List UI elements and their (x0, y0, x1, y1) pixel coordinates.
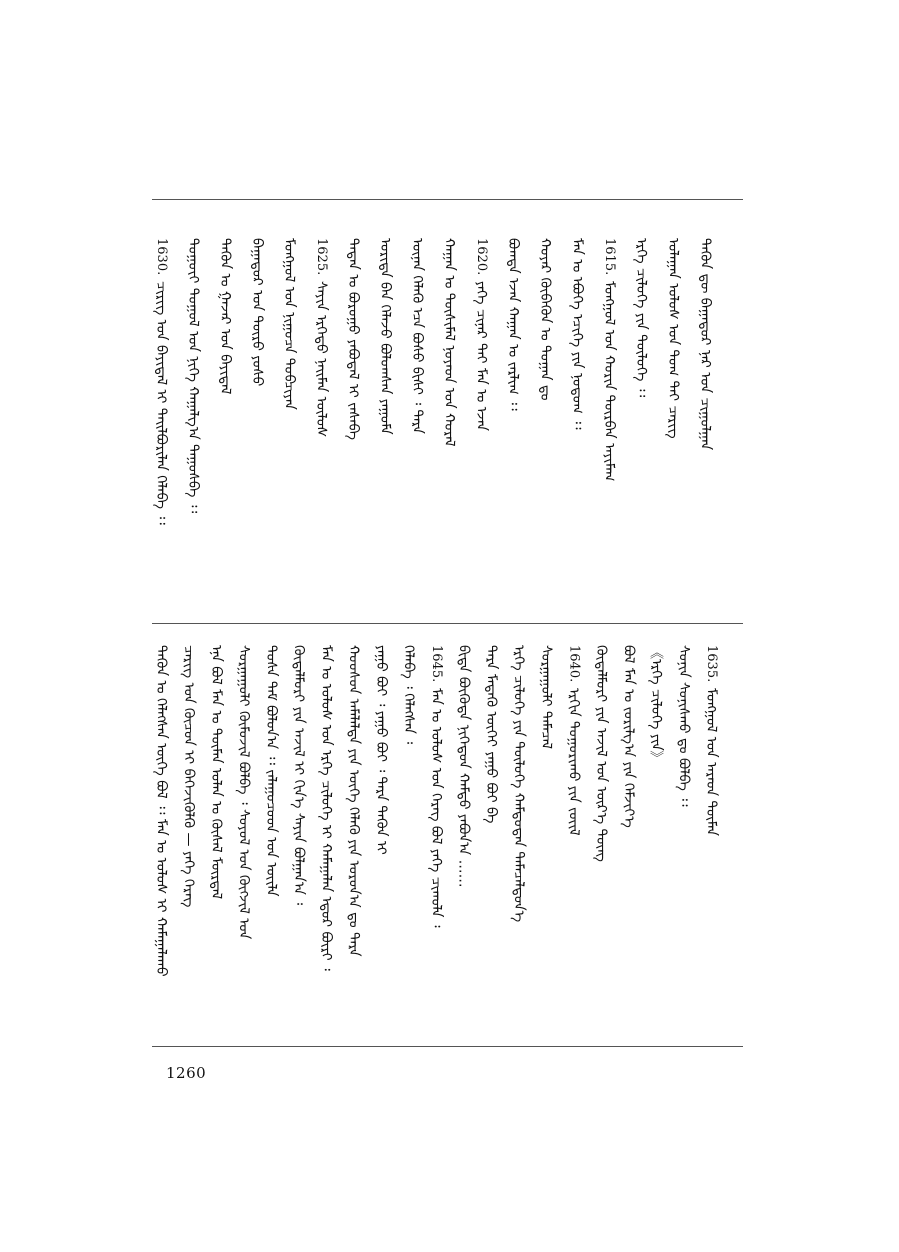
text-column (315, 645, 337, 1025)
verse-line: ᠮᠠᠨ ᠤ ᠡᠪᠦᠭᠡ ᠡᠴᠢᠭᠡ ᠶᠢᠨ ᠨᠤᠲᠤᠭ ᠄᠄ (569, 238, 585, 430)
text-column (470, 238, 492, 608)
text-column (700, 645, 722, 1025)
verse-line: ᠲᠡᠳᠡᠨ ᠤ ᠪᠤᠷᠣᠭᠤ ᠶᠠᠪᠤᠳᠠᠯ ᠢ ᠵᠠᠰᠠᠪᠠ (345, 238, 361, 440)
verse-line: ᠰᠤᠷᠭᠠᠭᠤᠯᠢ ᠲᠡᠮᠡᠴᠡᠯ (538, 645, 554, 750)
text-column (630, 238, 652, 608)
verse-line: ᠮᠣᠩᠭᠣᠯ ᠤᠨ ᠬᠣᠷᠢᠨ ᠳᠥᠷᠪᠡᠨ ᠠᠶᠢᠮᠠᠭ (601, 281, 617, 482)
text-column (566, 238, 588, 608)
text-column (205, 645, 227, 1025)
verse-line: ᠬᠥᠳᠡᠯᠮᠦᠷᠢ ᠶᠢᠨ ᠠᠵᠢᠯ ᠢ ᠬᠢᠨ᠎ᠡ ᠰᠠᠶᠢᠨ ᠪᠣᠯᠭᠠᠨ᠎ᠠ ᠄ (290, 645, 307, 905)
text-column (342, 238, 364, 608)
verse-line: ᠬᠥᠳᠡᠯᠮᠦᠷᠢ ᠶᠢᠨ ᠠᠵᠢᠯ ᠤᠨ ᠦᠷ᠎ᠡ ᠳᠦᠩ (593, 645, 609, 862)
line-number: 1620. (474, 238, 489, 276)
text-column (453, 645, 475, 1025)
verse-line: ᠪᠣᠯ ᠮᠠᠨ ᠤ ᠵᠣᠷᠢᠯᠭ᠎ᠠ ᠶᠢᠨ ᠬᠡᠮᠵᠢᠶ᠎ᠡ (620, 645, 637, 828)
text-column (374, 238, 396, 608)
text-column (260, 645, 282, 1025)
verse-line: ᠤᠯᠠᠭᠠᠨ ᠤᠯᠤᠰ ᠤᠨ ᠲᠤᠭ ᠲᠠᠢ ᠴᠡᠷᠢᠭ (665, 238, 681, 439)
line-number: 1635. (704, 645, 719, 683)
text-column (288, 645, 310, 1025)
text-column (618, 645, 640, 1025)
text-column (694, 238, 716, 608)
text-column (535, 645, 557, 1025)
middle-rule (152, 623, 743, 624)
verse-line: ᠡᠷᠬᠡ ᠴᠢᠯᠥᠭᠡ ᠶᠢᠨ ᠲᠥᠯᠦᠭᠡ ᠬᠠᠮᠲᠤᠳᠠᠨ ᠲᠡᠮᠡᠴᠡᠯᠳᠦᠨ᠎ᠡ (510, 645, 527, 923)
text-column (310, 238, 332, 608)
text-column (343, 645, 365, 1025)
upper-text-block (150, 238, 745, 608)
text-column (502, 238, 524, 608)
text-column (398, 645, 420, 1025)
verse-line: ᠲᠡᠷᠡ ᠮᠡᠳᠡᠬᠦ ᠦᠭᠡᠢ ᠶᠠᠭᠤ ᠪᠤᠢ ᠪᠡ (483, 645, 499, 824)
line-number: 1630. (154, 238, 169, 276)
text-column (406, 238, 428, 608)
verse-line: ᠶᠡᠬᠡ ᠴᠢᠨᠠᠷ ᠲᠠᠢ ᠮᠠᠨ ᠤ ᠡᠵᠡᠨ (473, 281, 489, 432)
text-column (662, 238, 684, 608)
lower-text-block (150, 645, 745, 1025)
text-column (150, 238, 172, 608)
text-column (246, 238, 268, 608)
text-column (645, 645, 667, 1025)
text-column (370, 645, 392, 1025)
text-column (438, 238, 460, 608)
top-rule (152, 199, 743, 200)
text-column (598, 238, 620, 608)
verse-line: ᠰᠠᠶᠢᠨ ᠡᠷᠬᠡᠲᠦ ᠨᠠᠢᠮᠠᠨ ᠦᠯᠦᠰ (313, 281, 329, 438)
line-number: 1615. (602, 238, 617, 276)
verse-line: ᠡᠷᠬᠡ ᠴᠢᠯᠥᠭᠡ ᠶᠢᠨ ᠲᠥᠯᠦᠭᠡ ᠄᠄ (633, 238, 649, 398)
text-column (590, 645, 612, 1025)
line-number: 1645. (429, 645, 444, 683)
verse-line: ᠪᠢᠳᠡ ᠪᠦᠭᠦᠳᠡ ᠨᠢᠭᠡᠳᠦᠨ ᠬᠠᠮᠲᠤ ᠶᠠᠪᠤᠨ᠎ᠠ …… (455, 645, 472, 888)
line-number: 1640. (566, 645, 582, 683)
verse-line: ᠬᠡᠯᠡᠪᠡ ᠄ ᠬᠡᠯᠡᠭᠰᠡᠨ ᠄ (400, 645, 417, 745)
text-column (480, 645, 502, 1025)
verse-line: ᠤᠷᠢᠳᠠ ᠪᠠᠨ ᠬᠡᠯᠡᠵᠦ ᠪᠣᠯᠣᠭᠰᠠᠨ ᠶᠠᠭᠤᠮᠠ (377, 238, 393, 435)
text-column (278, 238, 300, 608)
verse-line: ᠮᠣᠩᠭᠣᠯ ᠤᠨ ᠠᠷᠠᠳ ᠲᠥᠮᠡᠨ (703, 688, 719, 837)
text-column (425, 645, 447, 1025)
verse-line: ᠲᠤᠰᠠ ᠳᠡᠮ ᠪᠣᠯᠤᠨ᠎ᠠ ᠄᠄ ᠵᠠᠯᠠᠭᠤᠴᠤᠳ ᠤᠨ ᠦᠢᠯᠡ (263, 645, 279, 897)
verse-line: ᠲᠡᠭᠦᠨ ᠤ ᠬᠡᠯᠡᠭᠰᠡᠨ ᠦᠭᠡ ᠪᠣᠯ ᠄᠄ ᠮᠠᠨ ᠤ ᠤᠯᠤᠰ ᠢ ᠬᠠᠮᠠᠭᠠᠯᠠᠬᠤ (153, 645, 169, 977)
verse-line: ᠰᠤᠷᠭᠠᠭᠤᠯᠢ ᠬᠦᠮᠦᠵᠢᠯ ᠪᠣᠯᠪᠠ ᠄ ᠰᠣᠶᠣᠯ ᠤᠨ ᠬᠥᠭᠵᠢᠯ ᠤᠨ (235, 645, 252, 940)
text-column (150, 645, 172, 1025)
verse-line: 《ᠡᠷᠬᠡ ᠴᠢᠯᠥᠭᠡ ᠶᠢᠨ》 (648, 645, 664, 765)
verse-line: ᠬᠣᠣᠰᠤᠨ ᠠᠮᠠᠯᠠᠯᠲᠠ ᠶᠢᠨ ᠦᠭᠡ ᠬᠡᠯᠡᠬᠦ ᠶᠢᠨ ᠣᠷᠣᠨ᠎ᠠ ᠳᠤ ᠲᠡᠷᠡ (345, 645, 362, 957)
verse-line: ᠡᠨᠡ ᠪᠣᠯ ᠮᠠᠨ ᠤ ᠲᠦᠮᠡᠨ ᠣᠯᠠᠨ ᠤ ᠬᠦᠰᠡᠯ ᠮᠥᠷᠳᠡᠯ (208, 645, 224, 900)
verse-line: ᠬᠣᠶᠠᠷ ᠬᠥᠪᠡᠭᠦᠨ ᠤ ᠲᠣᠭᠠᠨ ᠳᠤ (537, 238, 553, 401)
verse-line: ᠳᠤᠭᠤᠶ᠋ᠢ ᠲᠤᠭᠤᠯ ᠤᠨ ᠨᠢᠭᠡ ᠬᠠᠭᠠᠯᠭ᠎ᠠ ᠳᠠᠭᠤᠰᠪᠠ ᠄᠄ (185, 238, 201, 514)
verse-line: ᠴᠡᠷᠢᠭ ᠤᠨ ᠬᠦᠴᠦᠨ ᠢ ᠪᠡᠬᠡᠵᠢᠭᠦᠯᠬᠦ — ᠶᠡᠬᠡ ᠬᠡᠷᠡᠭ (180, 645, 197, 908)
verse-line: ᠶᠠᠭᠤ ᠪᠤᠢ ᠄ ᠶᠠᠭᠤ ᠪᠤᠢ ᠄ ᠲᠡᠷᠡ ᠲᠡᠭᠦᠨ ᠢ (373, 645, 389, 855)
verse-line: ᠲᠡᠭᠦᠨ ᠳᠦ ᠪᠠᠭᠠᠲᠤᠷ ᠨᠠᠷ ᠤᠨ ᠴᠢᠭᠤᠯᠭᠠᠨ (697, 238, 713, 451)
line-number: 1625. (314, 238, 329, 276)
bottom-rule (152, 1046, 743, 1047)
verse-line: ᠪᠣᠭᠳᠠ ᠡᠵᠡᠨ ᠬᠠᠭᠠᠨ ᠤ ᠵᠠᠷᠯᠢᠭ ᠄᠄ (505, 238, 521, 411)
text-column (673, 645, 695, 1025)
verse-line: ᠬᠠᠭᠠᠨ ᠤ ᠲᠦᠰᠢᠮᠡᠯ ᠨᠣᠶᠠᠳ ᠤᠨ ᠬᠤᠷᠠᠯ (441, 238, 457, 447)
text-column (508, 645, 530, 1025)
verse-line: ᠮᠠᠨ ᠤ ᠤᠯᠤᠰ ᠤᠨ ᠬᠡᠷᠡᠭ ᠪᠣᠯ ᠶᠡᠬᠡ ᠴᠢᠬᠤᠯᠠ ᠄ (428, 688, 444, 928)
verse-line: ᠲᠡᠭᠦᠨ ᠤ ᠭᠠᠵᠠᠷ ᠤᠨ ᠪᠠᠶᠢᠳᠠᠯ (217, 238, 233, 395)
page-number: 1260 (166, 1064, 207, 1082)
verse-line: ᠴᠢᠷᠢᠭ ᠤᠨ ᠪᠠᠶᠢᠳᠠᠯ ᠢ ᠲᠠᠢᠯᠪᠤᠷᠢᠯᠠᠨ ᠬᠡᠯᠡᠪᠡ ᠄᠄ (153, 281, 169, 525)
verse-line: ᠰᠣᠨᠢᠨ ᠰᠣᠨᠢᠰᠬᠤ ᠳᠤ ᠪᠣᠯᠪᠠ ᠄᠄ (675, 645, 692, 807)
verse-line: ᠮᠣᠩᠭᠣᠯ ᠤᠨ ᠨᠢᠭᠤᠴᠠ ᠲᠣᠪᠴᠢᠶᠠᠨ (281, 238, 297, 410)
verse-line: ᠪᠠᠭᠠᠲᠤᠷ ᠤᠨ ᠲᠦᠷᠦ ᠶᠣᠰᠣ (249, 238, 265, 387)
text-column (233, 645, 255, 1025)
verse-line: ᠡᠷᠭᠢᠨ ᠲᠣᠭᠣᠷᠢᠬᠤ ᠶᠢᠨ ᠵᠦᠢᠯ (565, 688, 582, 836)
text-column (563, 645, 585, 1025)
verse-line: ᠮᠠᠨ ᠤ ᠤᠯᠤᠰ ᠤᠨ ᠡᠷᠬᠡ ᠴᠢᠯᠥᠭᠡ ᠢ ᠬᠠᠮᠠᠭᠠᠯᠠᠨ ᠡᠳᠦᠷ ᠪᠦᠷᠢ ᠄ (318, 645, 334, 971)
verse-line: ᠦᠨᠡᠨ ᠬᠡᠯᠡᠬᠦ ᠡᠴᠡ ᠪᠤᠰᠤ ᠪᠢᠰᠢ ᠄ ᠲᠡᠷᠡ (409, 238, 425, 434)
text-column (178, 645, 200, 1025)
text-column (182, 238, 204, 608)
text-column (214, 238, 236, 608)
text-column (534, 238, 556, 608)
